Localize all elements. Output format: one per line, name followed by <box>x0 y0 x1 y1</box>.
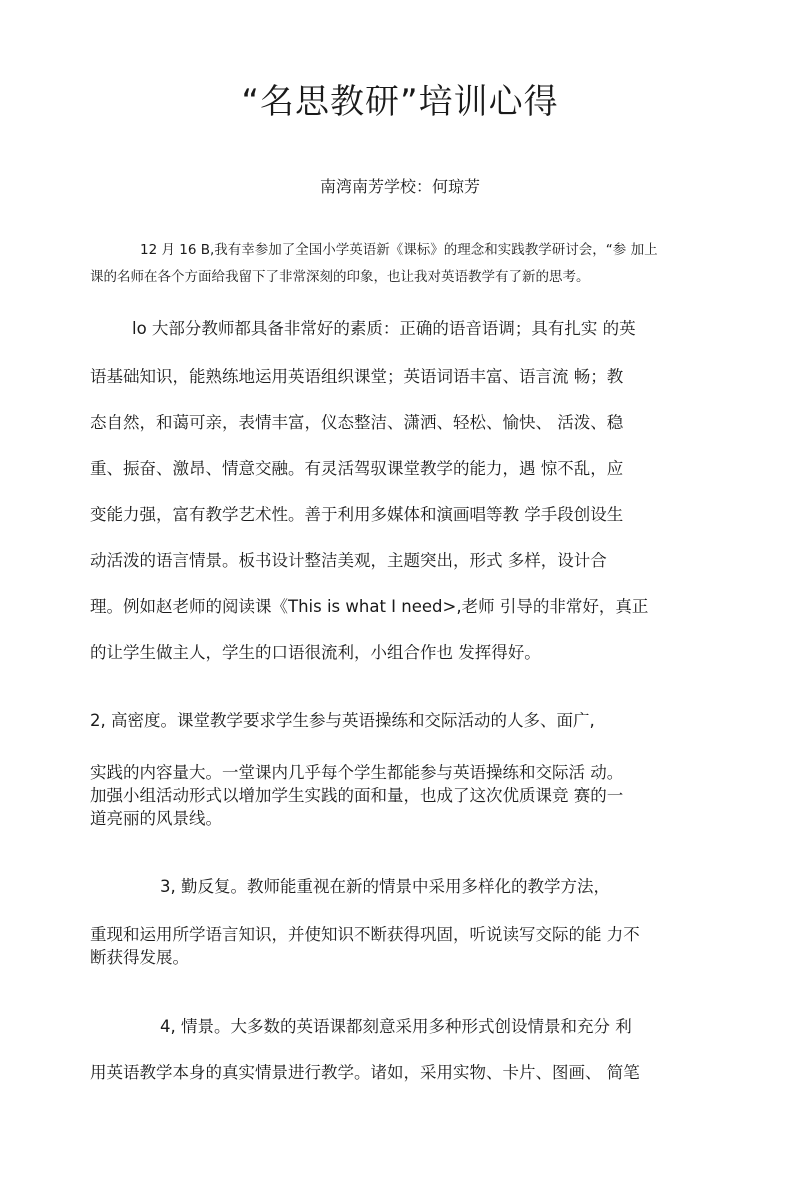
point-2-line: 实践的内容量大。一堂课内几乎每个学生都能参与英语操练和交际活 动。 <box>90 763 624 782</box>
point-4-line: 用英语教学本身的真实情景进行教学。诸如，采用实物、卡片、图画、 简笔 <box>90 1063 640 1082</box>
point-2-line: 2, 高密度。课堂教学要求学生参与英语操练和交际活动的人多、面广, <box>90 711 595 730</box>
point-2-line: 道亮丽的风景线。 <box>90 809 222 828</box>
point-1-line: 态自然，和蔼可亲，表情丰富，仪态整洁、潇洒、轻松、愉快、 活泼、稳 <box>90 413 624 432</box>
point-1-line: 变能力强，富有教学艺术性。善于利用多媒体和演画唱等教 学手段创设生 <box>90 505 624 524</box>
point-1-line: 语基础知识，能熟练地运用英语组织课堂；英语词语丰富、语言流 畅；教 <box>90 367 624 386</box>
point-4-line: 4, 情景。大多数的英语课都刻意采用多种形式创设情景和充分 利 <box>160 1017 632 1036</box>
point-3-line: 3, 勤反复。教师能重视在新的情景中采用多样化的教学方法， <box>160 877 610 896</box>
document-author: 南湾南芳学校：何琼芳 <box>319 177 480 196</box>
point-1-line: 理。例如赵老师的阅读课《This is what I need>,老师 引导的非常好，真正 <box>90 597 649 616</box>
intro-line: 12 月 16 B,我有幸参加了全国小学英语新《课标》的理念和实践教学研讨会，“参 加上 <box>140 242 658 258</box>
point-3-line: 断获得发展。 <box>90 948 189 967</box>
point-1-line: lo 大部分教师都具备非常好的素质：正确的语音语调；具有扎实 的英 <box>132 319 636 338</box>
intro-line: 课的名师在各个方面给我留下了非常深刻的印象，也让我对英语教学有了新的思考。 <box>90 269 590 285</box>
document-title: “名思教研”培训心得 <box>241 82 559 122</box>
point-1-line: 动活泼的语言情景。板书设计整洁美观，主题突出，形式 多样，设计合 <box>90 551 607 570</box>
point-1-line: 的让学生做主人，学生的口语很流利，小组合作也 发挥得好。 <box>90 643 541 662</box>
point-3-line: 重现和运用所学语言知识，并使知识不断获得巩固，听说读写交际的能 力不 <box>90 925 640 944</box>
point-2-line: 加强小组活动形式以增加学生实践的面和量，也成了这次优质课竞 赛的一 <box>90 786 624 805</box>
point-1-line: 重、振奋、激昂、情意交融。有灵活驾驭课堂教学的能力，遇 惊不乱，应 <box>90 459 624 478</box>
